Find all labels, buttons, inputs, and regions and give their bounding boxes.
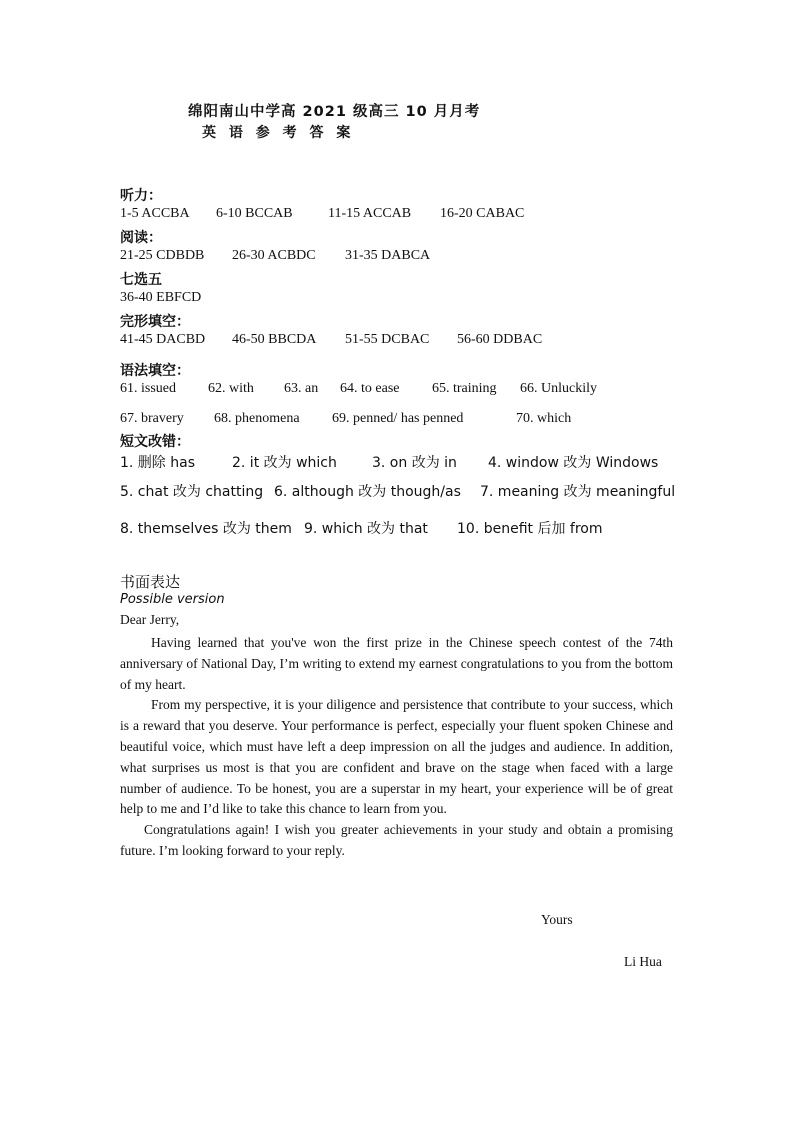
answer-group: 1-5 ACCBA [120,206,190,221]
answer-item: 70. which [516,411,572,426]
answer-group: 21-25 CDBDB [120,248,205,263]
letter-paragraph: From my perspective, it is your diligence and persistence that contribute to your success, which is a reward that you deserve. Your performance is perfect, especially your fluent spoken Chinese and beautiful voice, which must have left a deep impression on all the judges and audience. In addition, what surprises us most is that you are confident and brave on the stage when faced with a large number of audience. To be honest, you are a superstar in my heart, your experience will be of great help to me and I’d like to take this chance to learn from you. [120,697,673,817]
answer-item: 2. it 改为 which [232,455,337,471]
page-title: 绵阳南山中学高 2021 级高三 10 月月考 [188,104,481,120]
answer-item: 61. issued [120,381,176,396]
letter-paragraph: Congratulations again! I wish you greater achievements in your study and obtain a promising future. I’m looking forward to your reply. [120,822,673,858]
answer-item: 7. meaning 改为 meaningful [480,484,676,500]
answer-group: 46-50 BBCDA [232,332,317,347]
answer-item: 5. chat 改为 chatting [120,484,264,500]
grammar-heading: 语法填空： [120,363,190,379]
answer-item: 67. bravery [120,411,184,426]
answer-item: 66. Unluckily [520,381,597,396]
answer-item: 65. training [432,381,497,396]
answer-group: 41-45 DACBD [120,332,206,347]
answer-item: 68. phenomena [214,411,300,426]
answer-group: 36-40 EBFCD [120,290,202,305]
page-subtitle: 英 语 参 考 答 案 [202,125,352,141]
seven-choose-five-heading: 七选五 [120,272,162,288]
answer-group: 26-30 ACBDC [232,248,316,263]
cloze-heading: 完形填空： [120,314,190,330]
letter-closing: Yours [541,912,573,927]
letter-paragraph: Having learned that you've won the first prize in the Chinese speech contest of the 74th anniversary of National Day, I’m writing to extend my earnest congratulations to you from the bottom of my heart. [120,635,673,692]
answer-group: 6-10 BCCAB [216,206,293,221]
answer-group: 51-55 DCBAC [345,332,430,347]
answer-group: 11-15 ACCAB [328,206,412,221]
version-label: Possible version [120,592,225,607]
seven-choose-five-answers [120,290,201,306]
reading-heading: 阅读： [120,230,162,246]
letter-salutation: Dear Jerry, [120,612,180,627]
answer-item: 9. which 改为 that [304,521,428,537]
listening-heading: 听力： [120,188,162,204]
answer-item: 64. to ease [340,381,400,396]
answer-group: 56-60 DDBAC [457,332,543,347]
correction-heading: 短文改错： [120,434,190,450]
answer-item: 62. with [208,381,254,396]
answer-item: 6. although 改为 though/as [274,484,461,500]
answer-item: 3. on 改为 in [372,455,457,471]
answer-item: 69. penned/ has penned [332,411,464,426]
writing-heading: 书面表达 [120,573,181,591]
answer-group: 31-35 DABCA [345,248,431,263]
answer-item: 4. window 改为 Windows [488,455,659,471]
answer-item: 1. 删除 has [120,455,196,471]
letter-signature: Li Hua [624,954,662,969]
letter-body [120,633,673,862]
answer-item: 10. benefit 后加 from [457,521,603,537]
answer-group: 16-20 CABAC [440,206,525,221]
answer-item: 63. an [284,381,319,396]
answer-item: 8. themselves 改为 them [120,521,292,537]
